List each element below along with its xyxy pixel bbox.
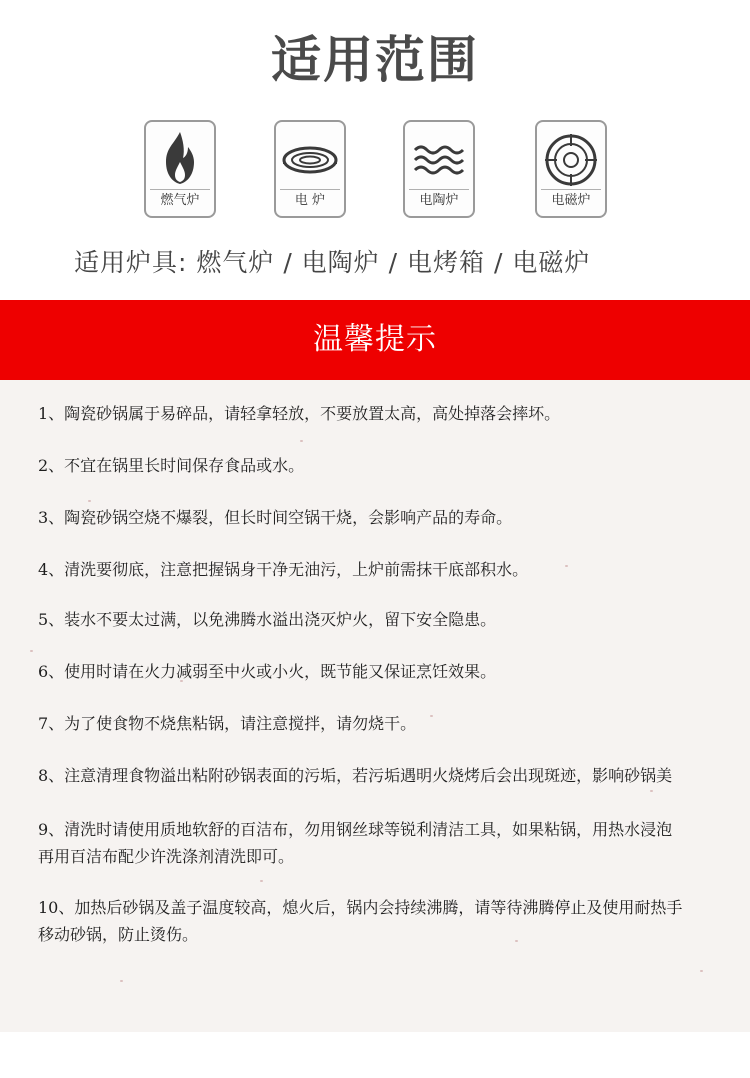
applicable-range-section (0, 0, 750, 300)
stove-card-induction (535, 120, 607, 218)
applicable-stoves-text: 适用炉具: 燃气炉 / 电陶炉 / 电烤箱 / 电磁炉 (74, 248, 591, 277)
tip-item: 4、清洗要彻底，注意把握锅身干净无油污，上炉前需抹干底部积水。 (38, 560, 529, 579)
induction-coil-icon (537, 126, 605, 192)
paper-speck (260, 880, 263, 882)
bottom-margin (0, 1032, 750, 1078)
stove-label: 电陶炉 (409, 189, 469, 212)
tip-item: 2、不宜在锅里长时间保存食品或水。 (38, 456, 305, 475)
tips-banner (0, 300, 750, 380)
paper-speck (120, 980, 123, 982)
stove-card-gas (144, 120, 216, 218)
paper-speck (88, 500, 91, 502)
stove-card-ceramic (403, 120, 475, 218)
paper-speck (650, 790, 653, 792)
stove-icons-row (0, 120, 750, 225)
wave-icon (405, 126, 473, 192)
section-title: 适用范围 (271, 31, 479, 89)
tip-item: 9、清洗时请使用质地软舒的百洁布，勿用钢丝球等锐利清洁工具，如果粘锅，用热水浸泡 再用百洁布配少许洗涤剂清洗即可。 (38, 820, 673, 866)
banner-title: 温馨提示 (313, 322, 437, 357)
tip-item: 6、使用时请在火力减弱至中火或小火，既节能又保证烹饪效果。 (38, 662, 497, 681)
hotplate-icon (276, 126, 344, 192)
tip-item: 10、加热后砂锅及盖子温度较高，熄火后，锅内会持续沸腾，请等待沸腾停止及使用耐热手 移动砂锅，防止烫伤。 (38, 898, 683, 944)
stove-card-electric (274, 120, 346, 218)
flame-icon (146, 126, 214, 192)
paper-speck (30, 650, 33, 652)
paper-speck (700, 970, 703, 972)
tip-item: 1、陶瓷砂锅属于易碎品，请轻拿轻放，不要放置太高，高处掉落会摔坏。 (38, 404, 561, 423)
tips-section (0, 380, 750, 1032)
stove-label: 电 炉 (280, 189, 340, 212)
tip-item: 7、为了使食物不烧焦粘锅，请注意搅拌，请勿烧干。 (38, 714, 417, 733)
tip-item: 8、注意清理食物溢出粘附砂锅表面的污垢，若污垢遇明火烧烤后会出现斑迹，影响砂锅美 (38, 766, 673, 785)
paper-speck (300, 440, 303, 442)
stove-label: 电磁炉 (541, 189, 601, 212)
stove-label: 燃气炉 (150, 189, 210, 212)
tip-item: 5、装水不要太过满，以免沸腾水溢出浇灭炉火，留下安全隐患。 (38, 610, 497, 629)
tip-item: 3、陶瓷砂锅空烧不爆裂，但长时间空锅干烧，会影响产品的寿命。 (38, 508, 513, 527)
